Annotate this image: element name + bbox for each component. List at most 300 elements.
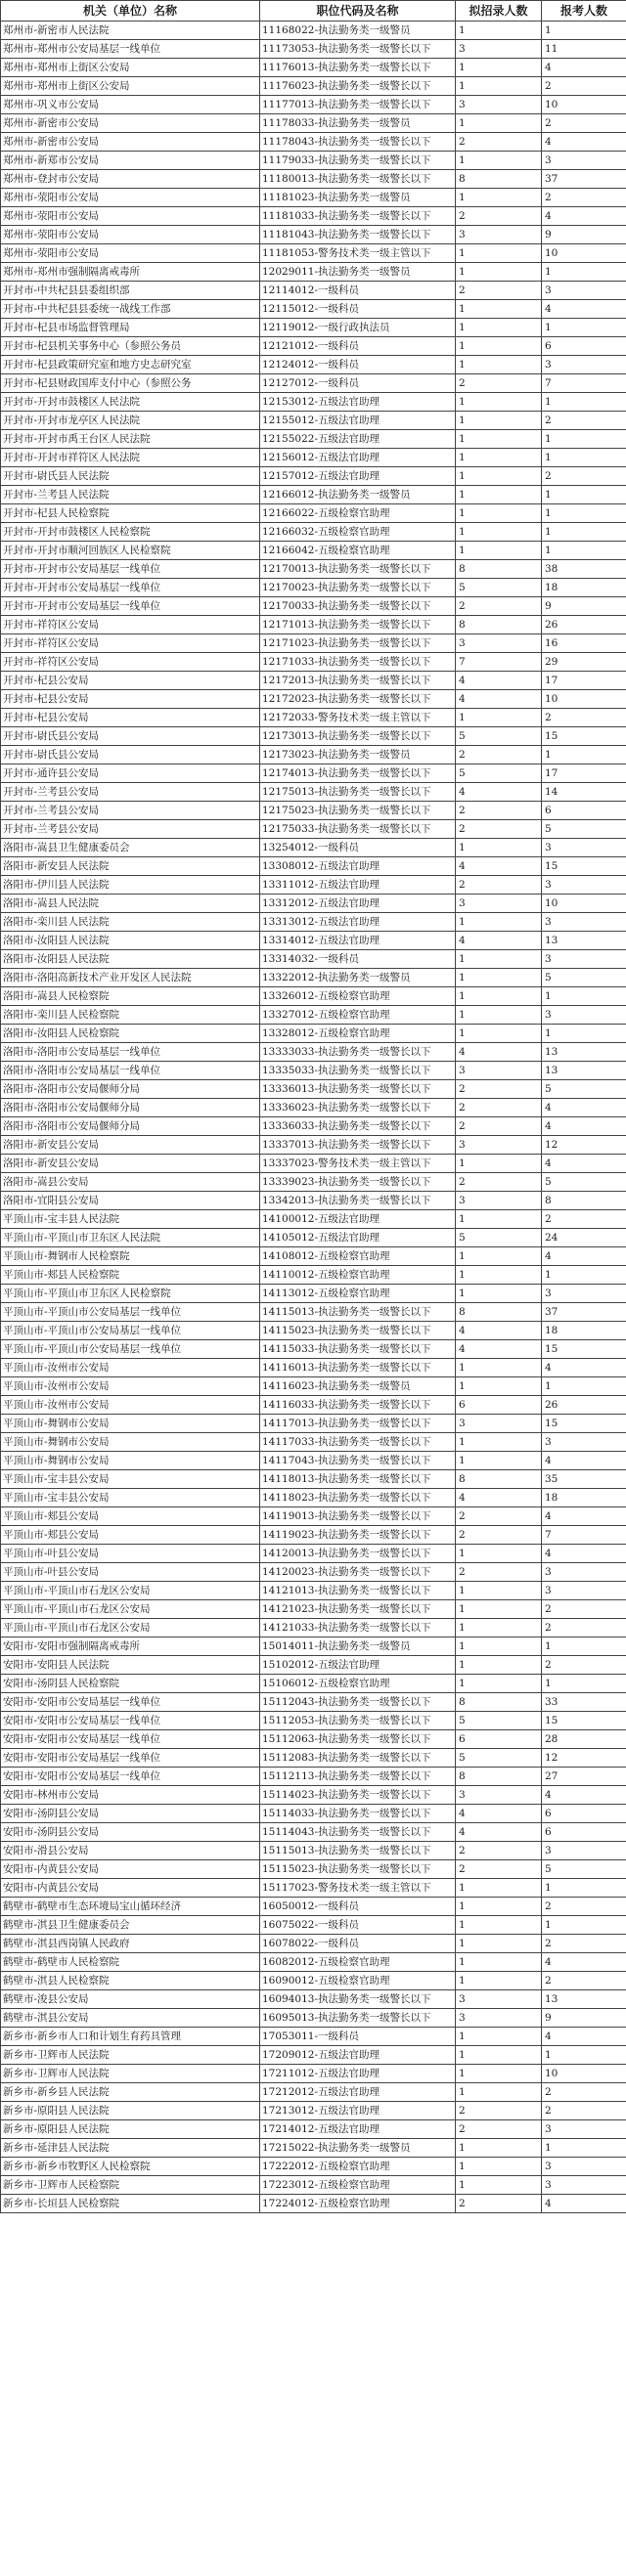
- planned-count-cell: 1: [456, 319, 542, 337]
- agency-cell: 开封市-杞县公安局: [1, 709, 260, 727]
- agency-cell: 郑州市-巩义市公安局: [1, 96, 260, 114]
- agency-cell: 洛阳市-宜阳县公安局: [1, 1192, 260, 1210]
- table-row: [1, 857, 626, 876]
- agency-cell: 郑州市-荥阳市公安局: [1, 226, 260, 244]
- planned-count-cell: 1: [456, 1025, 542, 1043]
- position-cell: 14113012-五级检察官助理: [260, 1285, 456, 1303]
- table-row: [1, 820, 626, 839]
- agency-cell: 新乡市-卫辉市人民法院: [1, 2065, 260, 2083]
- table-row: [1, 950, 626, 969]
- planned-count-cell: 1: [456, 1935, 542, 1953]
- position-cell: 12155012-五级法官助理: [260, 412, 456, 430]
- table-row: [1, 1415, 626, 1433]
- position-cell: 12173013-执法勤务类一级警长以下: [260, 727, 456, 746]
- table-row: [1, 1693, 626, 1712]
- planned-count-cell: 4: [456, 857, 542, 876]
- applicant-count-cell: 1: [542, 319, 626, 337]
- table-row: [1, 77, 626, 96]
- applicant-count-cell: 4: [542, 2028, 626, 2046]
- table-row: [1, 802, 626, 820]
- position-cell: 14110012-五级检察官助理: [260, 1266, 456, 1285]
- agency-cell: 郑州市-新密市公安局: [1, 133, 260, 152]
- agency-cell: 郑州市-荥阳市公安局: [1, 207, 260, 226]
- agency-cell: 开封市-通许县公安局: [1, 764, 260, 783]
- agency-cell: 洛阳市-嵩县人民法院: [1, 895, 260, 913]
- position-cell: 17215022-执法勤务类一级警员: [260, 2139, 456, 2158]
- agency-cell: 开封市-开封市龙亭区人民法院: [1, 412, 260, 430]
- position-cell: 14116013-执法勤务类一级警长以下: [260, 1359, 456, 1377]
- position-cell: 16050012-一级科员: [260, 1898, 456, 1916]
- table-row: [1, 913, 626, 932]
- planned-count-cell: 4: [456, 672, 542, 690]
- planned-count-cell: 1: [456, 1155, 542, 1173]
- agency-cell: 新乡市-新乡县人民法院: [1, 2083, 260, 2102]
- planned-count-cell: 3: [456, 634, 542, 653]
- table-row: [1, 1043, 626, 1062]
- position-cell: 11180013-执法勤务类一级警长以下: [260, 170, 456, 189]
- planned-count-cell: 1: [456, 1619, 542, 1637]
- planned-count-cell: 8: [456, 1768, 542, 1786]
- agency-cell: 洛阳市-洛阳市公安局偃师分局: [1, 1099, 260, 1117]
- table-row: [1, 616, 626, 634]
- applicant-count-cell: 1: [542, 263, 626, 282]
- planned-count-cell: 1: [456, 1285, 542, 1303]
- planned-count-cell: 1: [456, 1916, 542, 1935]
- agency-cell: 鹤壁市-鹤壁市人民检察院: [1, 1953, 260, 1972]
- table-row: [1, 1229, 626, 1247]
- planned-count-cell: 2: [456, 282, 542, 300]
- applicant-count-cell: 3: [542, 356, 626, 374]
- agency-cell: 洛阳市-新安县公安局: [1, 1136, 260, 1155]
- applicant-count-cell: 2: [542, 1972, 626, 1990]
- planned-count-cell: 4: [456, 783, 542, 802]
- table-row: [1, 1396, 626, 1415]
- table-row: [1, 783, 626, 802]
- agency-cell: 洛阳市-嵩县公安局: [1, 1173, 260, 1192]
- planned-count-cell: 5: [456, 764, 542, 783]
- agency-cell: 开封市-开封市公安局基层一线单位: [1, 560, 260, 579]
- table-row: [1, 690, 626, 709]
- applicant-count-cell: 12: [542, 1136, 626, 1155]
- agency-cell: 洛阳市-洛阳市公安局偃师分局: [1, 1080, 260, 1099]
- position-cell: 14105012-五级法官助理: [260, 1229, 456, 1247]
- applicant-count-cell: 13: [542, 932, 626, 950]
- applicant-count-cell: 2: [542, 2102, 626, 2120]
- applicant-count-cell: 37: [542, 170, 626, 189]
- agency-cell: 平顶山市-舞钢市公安局: [1, 1415, 260, 1433]
- agency-cell: 安阳市-安阳市公安局基层一线单位: [1, 1712, 260, 1730]
- table-row: [1, 969, 626, 987]
- planned-count-cell: 8: [456, 1303, 542, 1322]
- agency-cell: 平顶山市-叶县公安局: [1, 1545, 260, 1563]
- planned-count-cell: 1: [456, 1656, 542, 1675]
- planned-count-cell: 6: [456, 1730, 542, 1749]
- agency-cell: 平顶山市-平顶山市卫东区人民法院: [1, 1229, 260, 1247]
- agency-cell: 平顶山市-汝州市公安局: [1, 1396, 260, 1415]
- table-row: [1, 133, 626, 152]
- agency-cell: 开封市-开封市公安局基层一线单位: [1, 579, 260, 597]
- agency-cell: 鹤壁市-淇县卫生健康委员会: [1, 1916, 260, 1935]
- planned-count-cell: 1: [456, 709, 542, 727]
- position-cell: 12166032-五级检察官助理: [260, 523, 456, 542]
- agency-cell: 郑州市-新密市人民法院: [1, 22, 260, 40]
- applicant-count-cell: 2: [542, 114, 626, 133]
- table-row: [1, 1935, 626, 1953]
- applicant-count-cell: 24: [542, 1229, 626, 1247]
- agency-cell: 安阳市-汤阴县人民检察院: [1, 1675, 260, 1693]
- planned-count-cell: 6: [456, 1396, 542, 1415]
- position-cell: 12173023-执法勤务类一级警员: [260, 746, 456, 764]
- agency-cell: 新乡市-卫辉市人民法院: [1, 2046, 260, 2065]
- applicant-count-cell: 1: [542, 1377, 626, 1396]
- applicant-count-cell: 10: [542, 895, 626, 913]
- applicant-count-cell: 37: [542, 1303, 626, 1322]
- position-cell: 12175013-执法勤务类一级警长以下: [260, 783, 456, 802]
- applicant-count-cell: 4: [542, 59, 626, 77]
- position-cell: 12174013-执法勤务类一级警长以下: [260, 764, 456, 783]
- applicant-count-cell: 5: [542, 1080, 626, 1099]
- agency-cell: 洛阳市-汝阳县人民检察院: [1, 1025, 260, 1043]
- agency-cell: 郑州市-登封市公安局: [1, 170, 260, 189]
- applicant-count-cell: 9: [542, 226, 626, 244]
- planned-count-cell: 1: [456, 467, 542, 486]
- table-row: [1, 560, 626, 579]
- planned-count-cell: 1: [456, 1247, 542, 1266]
- planned-count-cell: 2: [456, 374, 542, 393]
- applicant-count-cell: 4: [542, 1452, 626, 1470]
- planned-count-cell: 2: [456, 802, 542, 820]
- applicant-count-cell: 4: [542, 1786, 626, 1805]
- agency-cell: 新乡市-长垣县人民检察院: [1, 2195, 260, 2213]
- applicant-count-cell: 1: [542, 523, 626, 542]
- applicant-count-cell: 13: [542, 1043, 626, 1062]
- position-cell: 15102012-五级法官助理: [260, 1656, 456, 1675]
- planned-count-cell: 1: [456, 1637, 542, 1656]
- position-cell: 11176023-执法勤务类一级警长以下: [260, 77, 456, 96]
- agency-cell: 郑州市-郑州市上街区公安局: [1, 77, 260, 96]
- applicant-count-cell: 4: [542, 133, 626, 152]
- position-cell: 14116023-执法勤务类一级警员: [260, 1377, 456, 1396]
- applicant-count-cell: 10: [542, 690, 626, 709]
- applicant-count-cell: 2: [542, 1600, 626, 1619]
- position-cell: 11178043-执法勤务类一级警长以下: [260, 133, 456, 152]
- table-row: [1, 1972, 626, 1990]
- table-row: [1, 2046, 626, 2065]
- table-row: [1, 1247, 626, 1266]
- planned-count-cell: 4: [456, 1805, 542, 1823]
- table-row: [1, 244, 626, 263]
- planned-count-cell: 1: [456, 1675, 542, 1693]
- table-row: [1, 2102, 626, 2120]
- table-row: [1, 1062, 626, 1080]
- position-cell: 15112043-执法勤务类一级警长以下: [260, 1693, 456, 1712]
- table-row: [1, 1730, 626, 1749]
- agency-cell: 安阳市-内黄县公安局: [1, 1879, 260, 1898]
- applicant-count-cell: 4: [542, 1953, 626, 1972]
- planned-count-cell: 1: [456, 189, 542, 207]
- table-row: [1, 1099, 626, 1117]
- applicant-count-cell: 1: [542, 430, 626, 449]
- applicant-count-cell: 10: [542, 2065, 626, 2083]
- position-cell: 15114043-执法勤务类一级警长以下: [260, 1823, 456, 1842]
- planned-count-cell: 7: [456, 653, 542, 672]
- table-row: [1, 1953, 626, 1972]
- table-row: [1, 207, 626, 226]
- position-cell: 12170023-执法勤务类一级警长以下: [260, 579, 456, 597]
- table-row: [1, 1377, 626, 1396]
- table-row: [1, 2176, 626, 2195]
- table-row: [1, 932, 626, 950]
- position-cell: 11181053-警务技术类一级主管以下: [260, 244, 456, 263]
- agency-cell: 安阳市-内黄县公安局: [1, 1860, 260, 1879]
- planned-count-cell: 1: [456, 114, 542, 133]
- position-cell: 15112063-执法勤务类一级警长以下: [260, 1730, 456, 1749]
- agency-cell: 新乡市-原阳县人民法院: [1, 2120, 260, 2139]
- agency-cell: 郑州市-新密市公安局: [1, 114, 260, 133]
- table-row: [1, 356, 626, 374]
- applicant-count-cell: 3: [542, 1842, 626, 1860]
- table-row: [1, 1805, 626, 1823]
- agency-cell: 开封市-中共杞县县委统一战线工作部: [1, 300, 260, 319]
- position-cell: 15112053-执法勤务类一级警长以下: [260, 1712, 456, 1730]
- agency-cell: 郑州市-郑州市公安局基层一线单位: [1, 40, 260, 59]
- planned-count-cell: 3: [456, 226, 542, 244]
- planned-count-cell: 2: [456, 1860, 542, 1879]
- planned-count-cell: 5: [456, 1712, 542, 1730]
- table-row: [1, 2120, 626, 2139]
- position-cell: 14121023-执法勤务类一级警长以下: [260, 1600, 456, 1619]
- planned-count-cell: 2: [456, 820, 542, 839]
- position-cell: 16082012-五级检察官助理: [260, 1953, 456, 1972]
- table-row: [1, 1898, 626, 1916]
- agency-cell: 洛阳市-洛阳市公安局基层一线单位: [1, 1062, 260, 1080]
- planned-count-cell: 1: [456, 1545, 542, 1563]
- planned-count-cell: 1: [456, 1377, 542, 1396]
- position-cell: 12155022-五级法官助理: [260, 430, 456, 449]
- planned-count-cell: 3: [456, 2009, 542, 2028]
- agency-cell: 平顶山市-平顶山市公安局基层一线单位: [1, 1303, 260, 1322]
- table-row: [1, 300, 626, 319]
- table-row: [1, 653, 626, 672]
- applicant-count-cell: 4: [542, 300, 626, 319]
- applicant-count-cell: 7: [542, 374, 626, 393]
- planned-count-cell: 1: [456, 987, 542, 1006]
- position-cell: 12172023-执法勤务类一级警长以下: [260, 690, 456, 709]
- position-cell: 14117043-执法勤务类一级警长以下: [260, 1452, 456, 1470]
- agency-cell: 开封市-开封市祥符区人民法院: [1, 449, 260, 467]
- agency-cell: 平顶山市-宝丰县人民法院: [1, 1210, 260, 1229]
- position-cell: 15106012-五级检察官助理: [260, 1675, 456, 1693]
- position-cell: 12171033-执法勤务类一级警长以下: [260, 653, 456, 672]
- position-cell: 15114023-执法勤务类一级警长以下: [260, 1786, 456, 1805]
- position-cell: 12170033-执法勤务类一级警长以下: [260, 597, 456, 616]
- table-row: [1, 2065, 626, 2083]
- table-row: [1, 393, 626, 412]
- agency-cell: 洛阳市-汝阳县人民法院: [1, 950, 260, 969]
- agency-cell: 开封市-杞县公安局: [1, 672, 260, 690]
- agency-cell: 开封市-尉氏县人民法院: [1, 467, 260, 486]
- agency-cell: 平顶山市-平顶山市公安局基层一线单位: [1, 1340, 260, 1359]
- table-row: [1, 504, 626, 523]
- position-cell: 12170013-执法勤务类一级警长以下: [260, 560, 456, 579]
- applicant-count-cell: 2: [542, 1210, 626, 1229]
- applicant-count-cell: 2: [542, 2083, 626, 2102]
- header-row: [1, 1, 626, 22]
- planned-count-cell: 1: [456, 393, 542, 412]
- planned-count-cell: 1: [456, 1006, 542, 1025]
- agency-cell: 开封市-杞县财政国库支付中心（参照公务: [1, 374, 260, 393]
- position-cell: 17213012-五级法官助理: [260, 2102, 456, 2120]
- planned-count-cell: 1: [456, 913, 542, 932]
- position-cell: 15115023-执法勤务类一级警长以下: [260, 1860, 456, 1879]
- position-cell: 12171013-执法勤务类一级警长以下: [260, 616, 456, 634]
- agency-cell: 郑州市-荥阳市公安局: [1, 189, 260, 207]
- position-cell: 11177013-执法勤务类一级警长以下: [260, 96, 456, 114]
- table-row: [1, 1136, 626, 1155]
- table-row: [1, 2158, 626, 2176]
- applicant-count-cell: 38: [542, 560, 626, 579]
- position-cell: 15112113-执法勤务类一级警长以下: [260, 1768, 456, 1786]
- planned-count-cell: 1: [456, 1972, 542, 1990]
- table-row: [1, 40, 626, 59]
- planned-count-cell: 4: [456, 932, 542, 950]
- position-cell: 13336023-执法勤务类一级警长以下: [260, 1099, 456, 1117]
- applicant-count-cell: 6: [542, 337, 626, 356]
- agency-cell: 开封市-杞县机关事务中心（参照公务员: [1, 337, 260, 356]
- planned-count-cell: 3: [456, 1062, 542, 1080]
- agency-cell: 洛阳市-伊川县人民法院: [1, 876, 260, 895]
- applicant-count-cell: 3: [542, 1582, 626, 1600]
- position-cell: 15112083-执法勤务类一级警长以下: [260, 1749, 456, 1768]
- position-cell: 15115013-执法勤务类一级警长以下: [260, 1842, 456, 1860]
- position-cell: 12175023-执法勤务类一级警长以下: [260, 802, 456, 820]
- table-row: [1, 1340, 626, 1359]
- position-cell: 17222012-五级检察官助理: [260, 2158, 456, 2176]
- planned-count-cell: 1: [456, 1266, 542, 1285]
- header-position: 职位代码及名称: [260, 1, 456, 22]
- planned-count-cell: 5: [456, 1749, 542, 1768]
- position-cell: 11181023-执法勤务类一级警员: [260, 189, 456, 207]
- applicant-count-cell: 4: [542, 1247, 626, 1266]
- agency-cell: 开封市-杞县市场监督管理局: [1, 319, 260, 337]
- table-row: [1, 1768, 626, 1786]
- planned-count-cell: 3: [456, 1192, 542, 1210]
- agency-cell: 开封市-开封市禹王台区人民法院: [1, 430, 260, 449]
- table-row: [1, 2195, 626, 2213]
- applicant-count-cell: 1: [542, 22, 626, 40]
- table-row: [1, 2009, 626, 2028]
- planned-count-cell: 2: [456, 1563, 542, 1582]
- applicant-count-cell: 4: [542, 1117, 626, 1136]
- agency-cell: 开封市-尉氏县公安局: [1, 746, 260, 764]
- position-cell: 13339023-执法勤务类一级警长以下: [260, 1173, 456, 1192]
- agency-cell: 平顶山市-郏县公安局: [1, 1507, 260, 1526]
- applicant-count-cell: 5: [542, 820, 626, 839]
- applicant-count-cell: 1: [542, 1025, 626, 1043]
- planned-count-cell: 3: [456, 96, 542, 114]
- position-cell: 12156012-五级法官助理: [260, 449, 456, 467]
- applicant-count-cell: 3: [542, 2176, 626, 2195]
- applicant-count-cell: 4: [542, 1155, 626, 1173]
- table-row: [1, 839, 626, 857]
- agency-cell: 平顶山市-平顶山市石龙区公安局: [1, 1582, 260, 1600]
- position-cell: 12114012-一级科员: [260, 282, 456, 300]
- applicant-count-cell: 1: [542, 746, 626, 764]
- planned-count-cell: 3: [456, 1990, 542, 2009]
- table-body: [1, 22, 626, 2213]
- planned-count-cell: 2: [456, 2195, 542, 2213]
- table-row: [1, 1786, 626, 1805]
- applicant-count-cell: 4: [542, 1545, 626, 1563]
- agency-cell: 平顶山市-汝州市公安局: [1, 1359, 260, 1377]
- applicant-count-cell: 18: [542, 1489, 626, 1507]
- planned-count-cell: 1: [456, 244, 542, 263]
- table-row: [1, 523, 626, 542]
- applicant-count-cell: 26: [542, 616, 626, 634]
- applicant-count-cell: 3: [542, 1006, 626, 1025]
- planned-count-cell: 2: [456, 597, 542, 616]
- table-row: [1, 579, 626, 597]
- agency-cell: 平顶山市-郏县公安局: [1, 1526, 260, 1545]
- position-cell: 12171023-执法勤务类一级警长以下: [260, 634, 456, 653]
- agency-cell: 平顶山市-舞钢市人民检察院: [1, 1247, 260, 1266]
- position-cell: 13308012-五级法官助理: [260, 857, 456, 876]
- table-row: [1, 1117, 626, 1136]
- agency-cell: 安阳市-安阳市强制隔离戒毒所: [1, 1637, 260, 1656]
- applicant-count-cell: 12: [542, 1749, 626, 1768]
- planned-count-cell: 3: [456, 895, 542, 913]
- applicant-count-cell: 18: [542, 1322, 626, 1340]
- agency-cell: 安阳市-安阳市公安局基层一线单位: [1, 1749, 260, 1768]
- planned-count-cell: 1: [456, 430, 542, 449]
- table-row: [1, 467, 626, 486]
- applicant-count-cell: 4: [542, 1507, 626, 1526]
- table-row: [1, 114, 626, 133]
- position-cell: 12166042-五级检察官助理: [260, 542, 456, 560]
- position-cell: 13336033-执法勤务类一级警长以下: [260, 1117, 456, 1136]
- planned-count-cell: 2: [456, 1173, 542, 1192]
- table-row: [1, 1080, 626, 1099]
- planned-count-cell: 4: [456, 1489, 542, 1507]
- table-row: [1, 1173, 626, 1192]
- applicant-count-cell: 2: [542, 77, 626, 96]
- agency-cell: 平顶山市-叶县公安局: [1, 1563, 260, 1582]
- agency-cell: 开封市-开封市鼓楼区人民检察院: [1, 523, 260, 542]
- agency-cell: 平顶山市-郏县人民检察院: [1, 1266, 260, 1285]
- applicant-count-cell: 1: [542, 504, 626, 523]
- table-row: [1, 1637, 626, 1656]
- agency-cell: 开封市-中共杞县县委组织部: [1, 282, 260, 300]
- applicant-count-cell: 13: [542, 1062, 626, 1080]
- planned-count-cell: 1: [456, 59, 542, 77]
- table-row: [1, 1452, 626, 1470]
- planned-count-cell: 2: [456, 1117, 542, 1136]
- applicant-count-cell: 26: [542, 1396, 626, 1415]
- planned-count-cell: 1: [456, 2158, 542, 2176]
- position-cell: 14118013-执法勤务类一级警长以下: [260, 1470, 456, 1489]
- planned-count-cell: 1: [456, 356, 542, 374]
- planned-count-cell: 1: [456, 969, 542, 987]
- table-row: [1, 2139, 626, 2158]
- position-cell: 14117013-执法勤务类一级警长以下: [260, 1415, 456, 1433]
- applicant-count-cell: 17: [542, 672, 626, 690]
- agency-cell: 安阳市-安阳市公安局基层一线单位: [1, 1768, 260, 1786]
- position-cell: 12175033-执法勤务类一级警长以下: [260, 820, 456, 839]
- table-row: [1, 1823, 626, 1842]
- applicant-count-cell: 2: [542, 1656, 626, 1675]
- position-cell: 12157012-五级法官助理: [260, 467, 456, 486]
- planned-count-cell: 1: [456, 449, 542, 467]
